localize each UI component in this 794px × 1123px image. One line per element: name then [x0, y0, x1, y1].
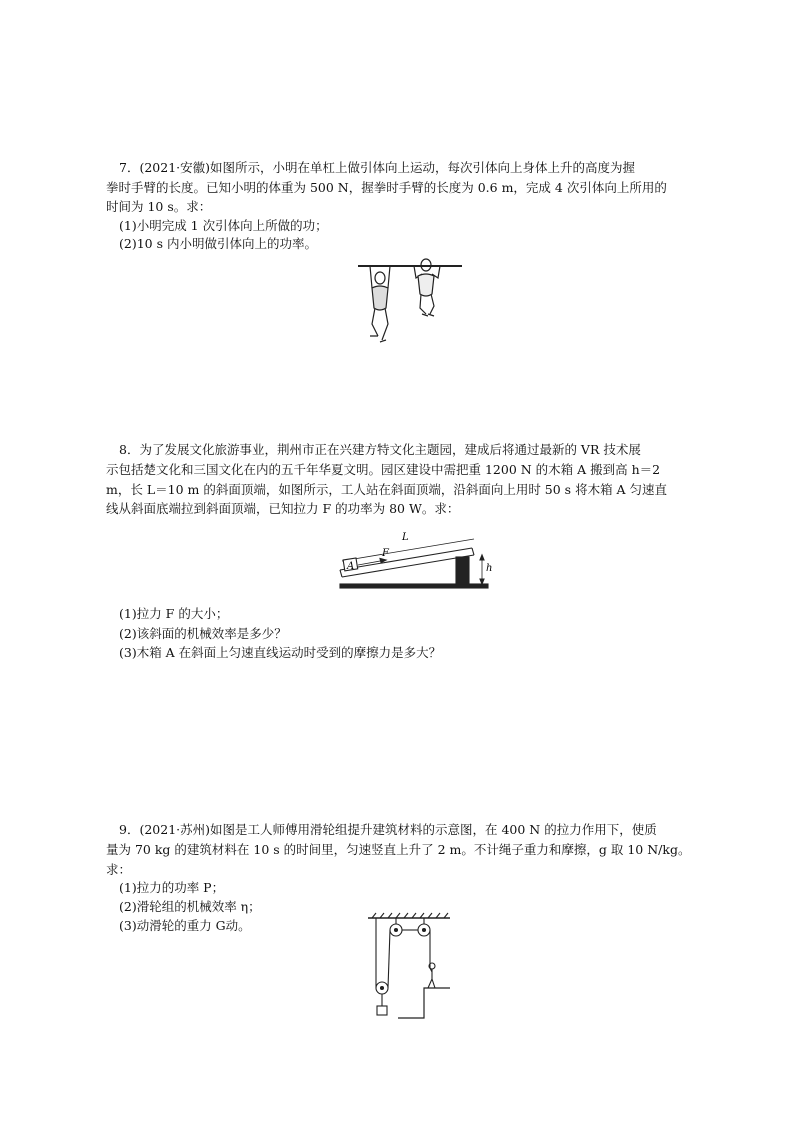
- q9-sub-2: (2)滑轮组的机械效率 η；: [119, 899, 261, 914]
- q7-line-2: 拳时手臂的长度。已知小明的体重为 500 N，握拳时手臂的长度为 0.6 m，完成 4 次引体向上所用的: [106, 180, 667, 195]
- q9-sub-1: (1)拉力的功率 P；: [119, 880, 225, 895]
- q9-line-1: 9．(2021·苏州)如图是工人师傅用滑轮组提升建筑材料的示意图，在 400 N 的拉力作用下，使质: [119, 822, 657, 837]
- label-h: h: [486, 563, 493, 574]
- q8-sub-1: (1)拉力 F 的大小；: [119, 606, 229, 621]
- q8-line-4: 线从斜面底端拉到斜面顶端，已知拉力 F 的功率为 80 W。求：: [106, 501, 460, 516]
- pull-up-figure: [358, 258, 468, 354]
- q9-line-3: 求：: [106, 862, 132, 877]
- q8-sub-2: (2)该斜面的机械效率是多少？: [119, 626, 287, 641]
- pulley-figure: [368, 912, 454, 1024]
- q9-line-2: 量为 70 kg 的建筑材料在 10 s 的时间里，匀速竖直上升了 2 m。不计绳子重力和摩擦，g 取 10 N/kg。: [106, 842, 691, 857]
- q9-sub-3: (3)动滑轮的重力 G动。: [119, 918, 251, 933]
- label-F: F: [382, 548, 389, 559]
- q8-line-3: m，长 L＝10 m 的斜面顶端，如图所示，工人站在斜面顶端，沿斜面向上用时 50 s 将木箱 A 匀速直: [106, 482, 668, 497]
- q8-sub-3: (3)木箱 A 在斜面上匀速直线运动时受到的摩擦力是多大？: [119, 645, 442, 660]
- q7-line-3: 时间为 10 s。求：: [106, 199, 212, 214]
- q8-line-1: 8．为了发展文化旅游事业，荆州市正在兴建方特文化主题园，建成后将通过最新的 VR 技术展: [119, 442, 641, 457]
- incline-figure: [336, 525, 496, 593]
- label-A: A: [347, 561, 355, 572]
- q8-line-2: 示包括楚文化和三国文化在内的五千年华夏文明。园区建设中需把重 1200 N 的木箱 A 搬到高 h＝2: [106, 462, 661, 477]
- q7-sub-2: (2)10 s 内小明做引体向上的功率。: [119, 236, 317, 251]
- label-L: L: [402, 532, 409, 543]
- q7-line-1: 7．(2021·安徽)如图所示，小明在单杠上做引体向上运动，每次引体向上身体上升的高度为握: [119, 160, 635, 175]
- q7-sub-1: (1)小明完成 1 次引体向上所做的功；: [119, 218, 328, 233]
